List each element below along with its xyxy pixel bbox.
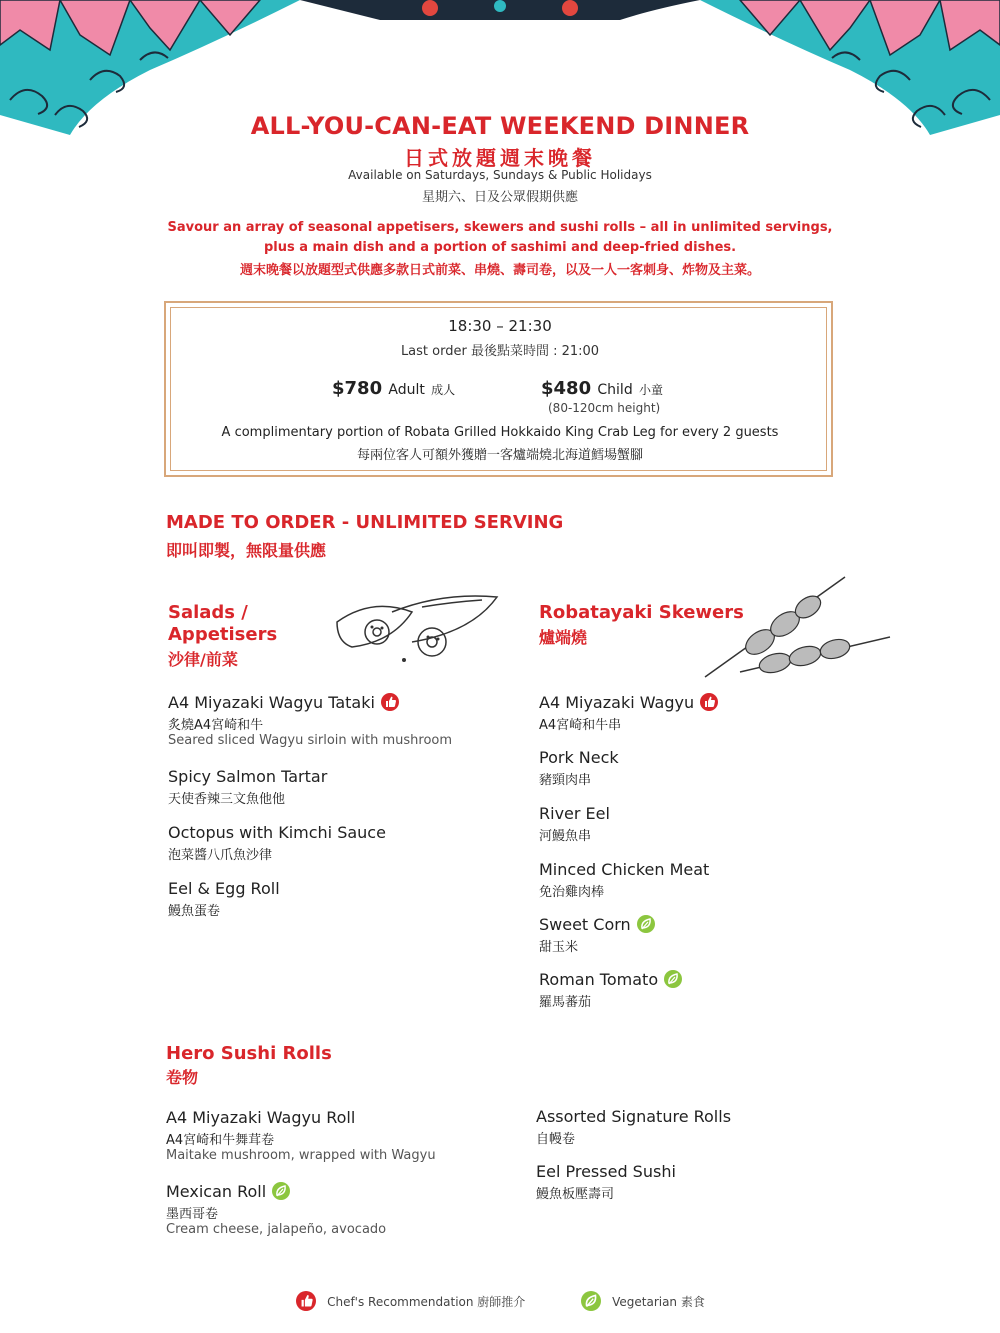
thumbs-up-icon <box>381 693 399 711</box>
skewer-item-name: River Eel <box>539 804 610 823</box>
leaf-icon <box>637 915 655 933</box>
legend-chef <box>296 1291 525 1311</box>
salad-item-zh: 炙燒A4宮崎和牛 <box>168 718 264 733</box>
intro-line-2: plus a main dish and a portion of sashimi and deep-fried dishes. <box>263 240 737 255</box>
sushi-item-desc: Maitake mushroom, wrapped with Wagyu <box>166 1148 436 1163</box>
okra-illustration <box>332 592 502 667</box>
skewer-item-name: Pork Neck <box>539 748 619 767</box>
leaf-icon <box>664 970 682 988</box>
service-time: 18:30 – 21:30 <box>448 317 552 335</box>
skewer-item-name: Sweet Corn <box>539 915 655 934</box>
sushi-item-zh: 墨西哥卷 <box>166 1207 219 1222</box>
skewers-heading-zh: 爐端燒 <box>539 628 588 647</box>
skewer-item-zh: 甜玉米 <box>539 940 579 955</box>
sushi-item-desc: Cream cheese, jalapeño, avocado <box>166 1222 387 1237</box>
sushi-heading: Hero Sushi Rolls <box>166 1043 332 1064</box>
salads-heading-line1: Salads / <box>168 602 248 623</box>
leaf-icon <box>272 1182 290 1200</box>
skewer-item-zh: A4宮崎和牛串 <box>539 718 622 733</box>
sushi-item-zh: A4宮崎和牛舞茸卷 <box>166 1133 275 1148</box>
skewer-item-name: A4 Miyazaki Wagyu <box>539 693 718 712</box>
salads-heading <box>168 602 277 646</box>
adult-label: Adult <box>388 382 425 398</box>
salads-heading-line2: Appetisers <box>168 624 278 645</box>
salad-item-zh: 鰻魚蛋卷 <box>168 904 221 919</box>
salad-item-name: Spicy Salmon Tartar <box>168 767 328 786</box>
child-height-note: (80-120cm height) <box>548 401 661 415</box>
thumbs-up-icon <box>700 693 718 711</box>
legend-veg <box>581 1291 705 1311</box>
sushi-item-name: Mexican Roll <box>166 1182 290 1201</box>
adult-price-block <box>332 378 455 399</box>
thumbs-up-icon <box>296 1291 316 1311</box>
crab-offer-text-zh: 每兩位客人可額外獲贈一客爐端燒北海道鱈場蟹腳 <box>356 448 643 463</box>
intro-line-1: Savour an array of seasonal appetisers, skewers and sushi rolls – all in unlimited servings, <box>167 220 833 235</box>
child-label-zh: 小童 <box>639 383 664 397</box>
availability-text-zh: 星期六、日及公眾假期供應 <box>421 190 578 205</box>
salad-item-name: Octopus with Kimchi Sauce <box>168 823 386 842</box>
salads-heading-zh: 沙律/前菜 <box>168 650 238 669</box>
salad-item-zh: 天使香辣三文魚他他 <box>168 792 286 807</box>
salad-item-zh: 泡菜醬八爪魚沙律 <box>168 848 273 863</box>
adult-price: $780 <box>332 378 383 399</box>
page-title: ALL-YOU-CAN-EAT WEEKEND DINNER <box>250 112 750 140</box>
crab-offer-text: A complimentary portion of Robata Grilled Hokkaido King Crab Leg for every 2 guests <box>221 425 779 440</box>
sushi-item-zh: 自幔卷 <box>536 1132 576 1147</box>
sushi-heading-zh: 卷物 <box>166 1068 199 1087</box>
availability-text: Available on Saturdays, Sundays & Public Holidays <box>348 168 652 182</box>
sushi-item-name: A4 Miyazaki Wagyu Roll <box>166 1108 356 1127</box>
legend-chef-label: Chef's Recommendation 廚師推介 <box>327 1295 526 1309</box>
sushi-item-name: Eel Pressed Sushi <box>536 1162 676 1181</box>
last-order-text: Last order 最後點菜時間 : 21:00 <box>400 344 600 359</box>
adult-label-zh: 成人 <box>431 383 456 397</box>
salad-item-desc: Seared sliced Wagyu sirloin with mushroom <box>168 733 453 748</box>
skewer-item-zh: 河鰻魚串 <box>539 829 592 844</box>
skewers-heading: Robatayaki Skewers <box>539 602 744 623</box>
salad-item-name: A4 Miyazaki Wagyu Tataki <box>168 693 399 712</box>
skewer-item-zh: 免治雞肉棒 <box>539 885 605 900</box>
sushi-item-name: Assorted Signature Rolls <box>536 1107 732 1126</box>
skewer-item-zh: 豬頸肉串 <box>539 773 592 788</box>
skewer-item-zh: 羅馬蕃茄 <box>539 995 592 1010</box>
child-label: Child <box>597 382 633 398</box>
child-price-block <box>541 378 663 399</box>
made-to-order-heading-zh: 即叫即製，無限量供應 <box>166 541 327 560</box>
sushi-item-zh: 鰻魚板壓壽司 <box>536 1187 615 1202</box>
leaf-icon <box>581 1291 601 1311</box>
salad-item-name: Eel & Egg Roll <box>168 879 280 898</box>
made-to-order-heading: MADE TO ORDER - UNLIMITED SERVING <box>166 512 564 533</box>
page-title-zh: 日式放題週末晚餐 <box>404 146 596 170</box>
skewer-item-name: Roman Tomato <box>539 970 682 989</box>
child-price: $480 <box>541 378 592 399</box>
skewer-item-name: Minced Chicken Meat <box>539 860 710 879</box>
legend-veg-label: Vegetarian 素食 <box>612 1295 705 1309</box>
intro-line-zh: 週末晚餐以放題型式供應多款日式前菜、串燒、壽司卷，以及一人一客刺身、炸物及主菜。 <box>239 263 760 278</box>
skewer-illustration <box>700 572 895 682</box>
